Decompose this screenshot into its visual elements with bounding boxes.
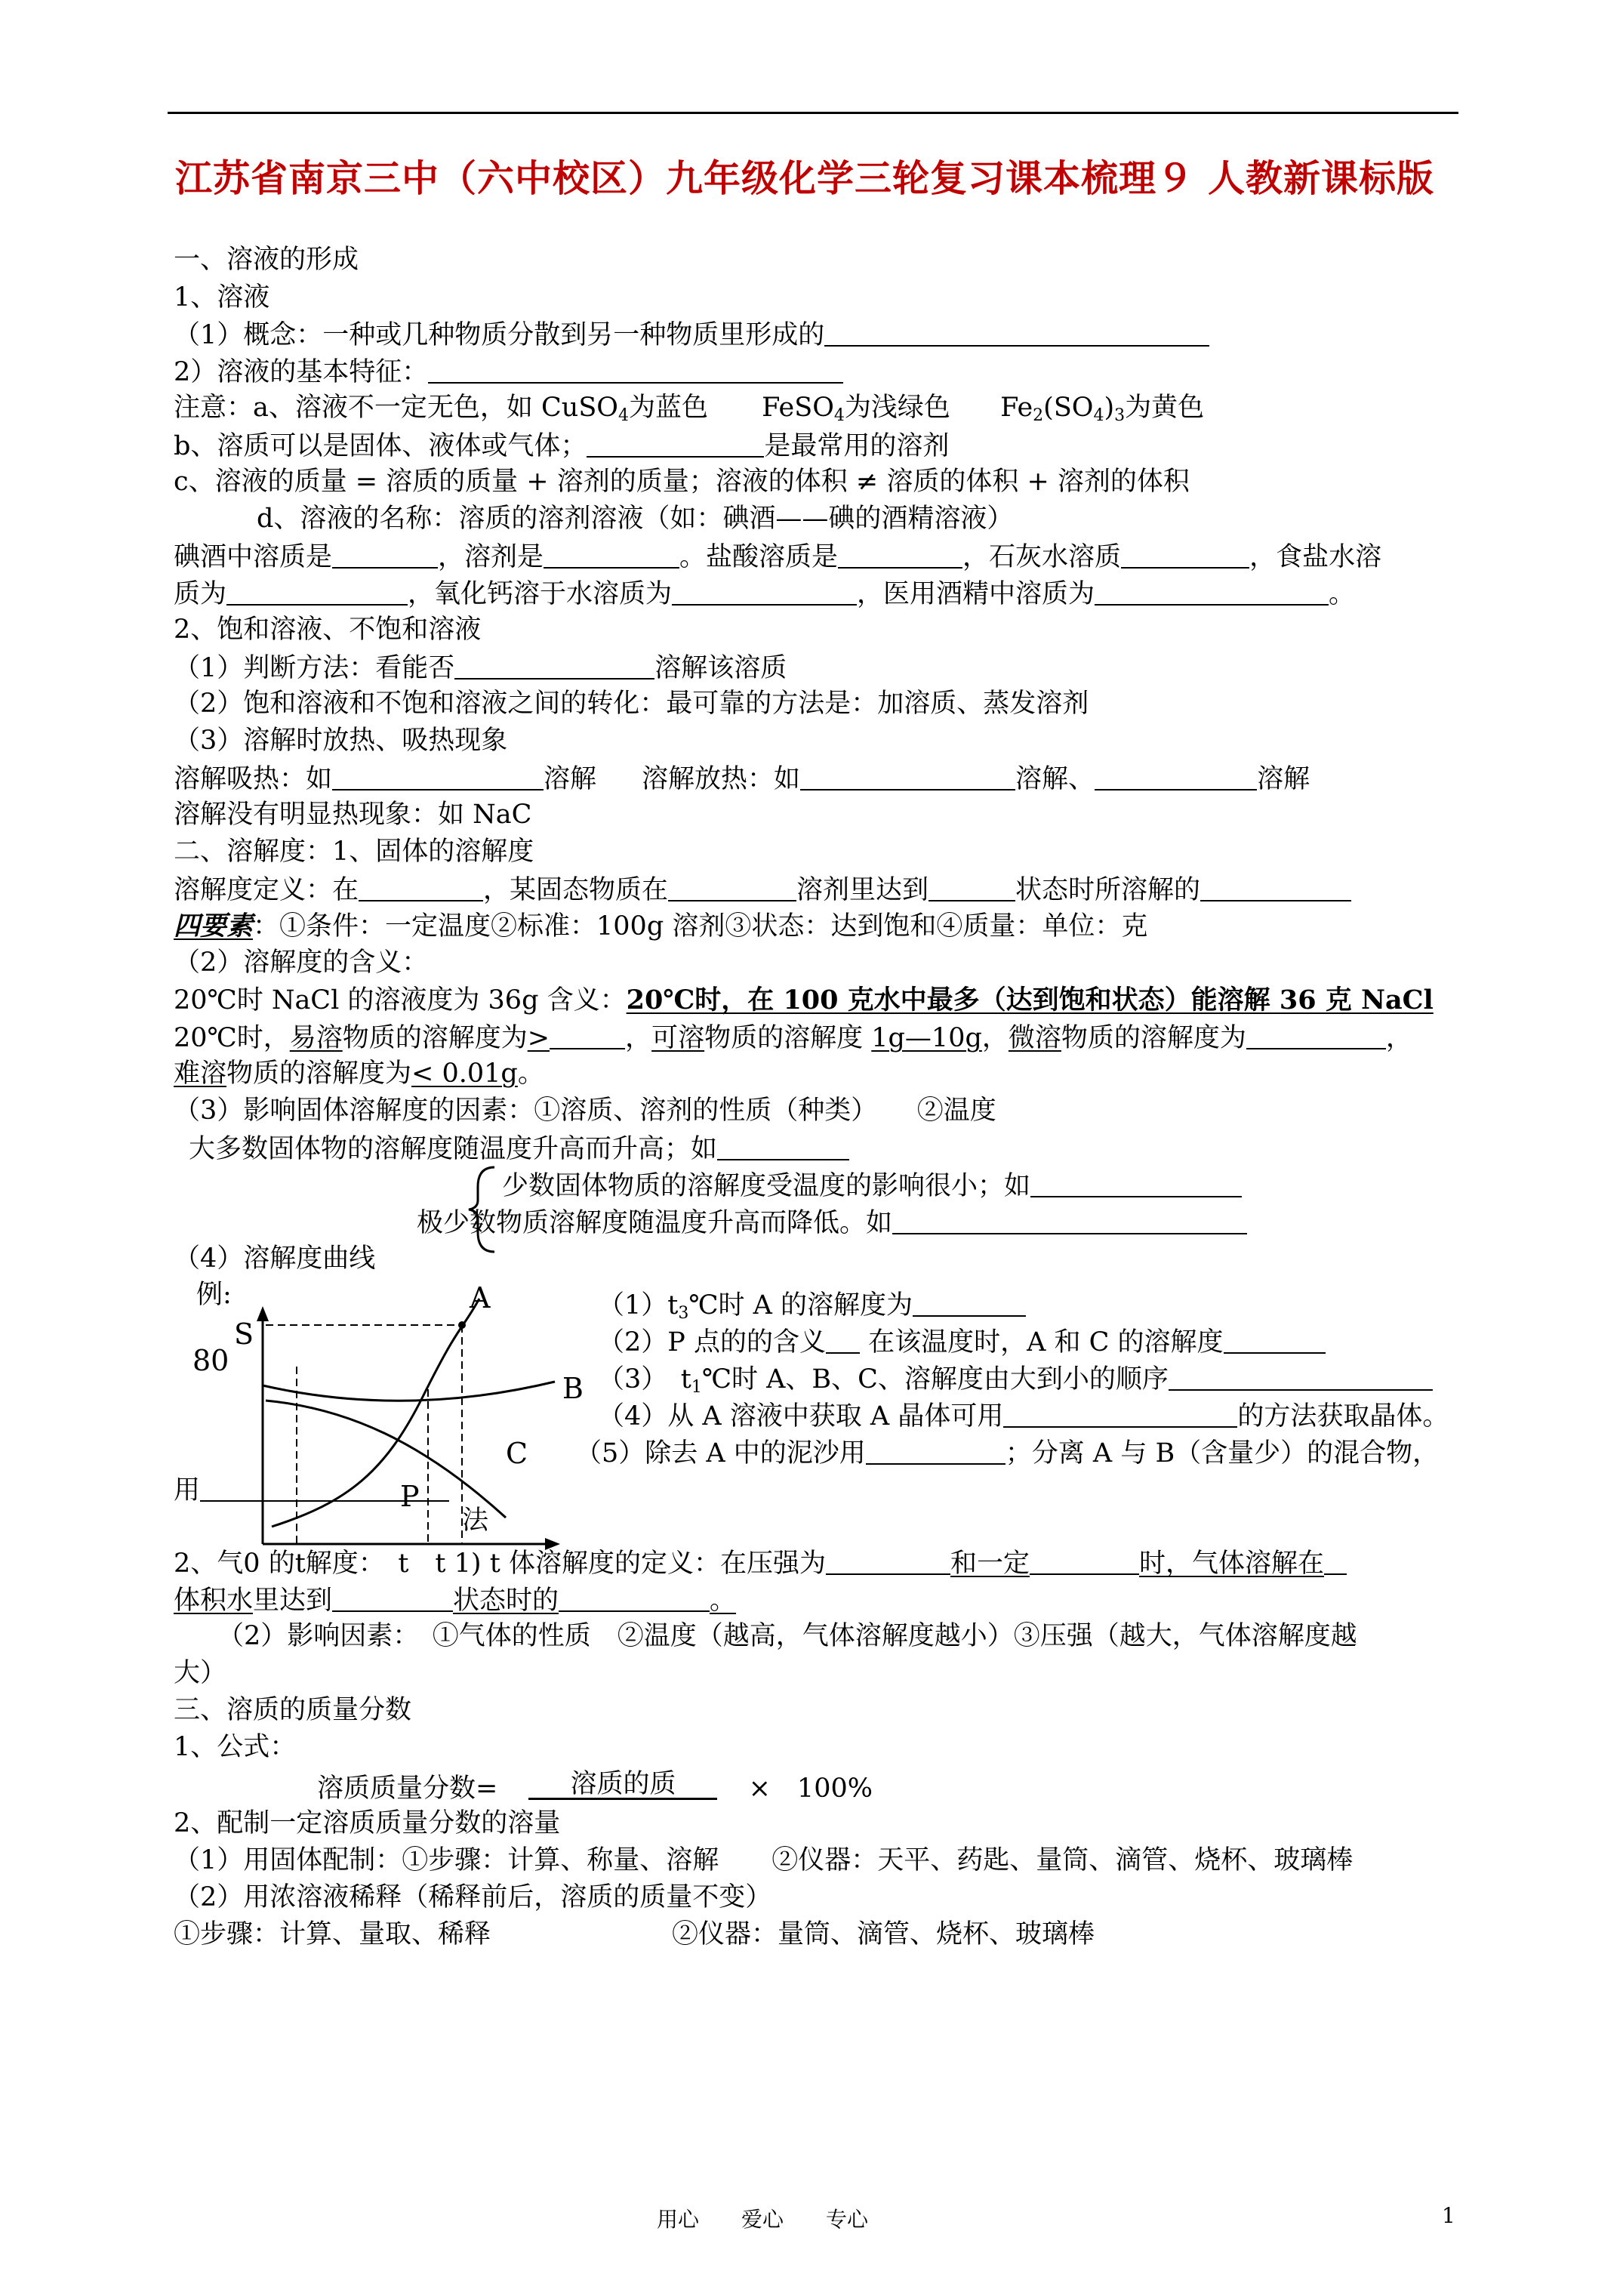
question-5: （5）除去 A 中的泥沙用 ；分离 A 与 B（含量少）的混合物， <box>575 1438 1440 1469</box>
solubility-curve-graph <box>174 1276 596 1563</box>
line-insoluble: 难溶物质的溶解度为< 0.01g。 <box>174 1059 544 1089</box>
line-meaning: （2）溶解度的含义： <box>174 948 429 978</box>
line-formula-heading: 1、公式： <box>174 1732 297 1762</box>
label-c: C <box>506 1437 528 1470</box>
line-note-b: b、溶质可以是固体、液体或气体； 是最常用的溶剂 <box>174 431 950 461</box>
point-a <box>458 1321 466 1329</box>
curve-b <box>263 1382 555 1401</box>
line-heat-absorb: 溶解吸热：如 溶解 溶解放热：如 溶解、 溶解 <box>174 764 1310 794</box>
line-solubility-classes: 20℃时，易溶物质的溶解度为> ，可溶物质的溶解度 1g—10g，微溶物质的溶解度为 ， <box>174 1023 1412 1053</box>
y-value-80: 80 <box>192 1344 229 1377</box>
line-prep-steps: ①步骤：计算、量取、稀释 ②仪器：量筒、滴管、烧杯、玻璃棒 <box>174 1919 1095 1949</box>
line-four-elements: 四要素：①条件：一定温度②标准：100g 溶剂③状态：达到饱和④质量：单位：克 <box>174 911 1148 942</box>
section-heading-2: 二、溶解度：1、固体的溶解度 <box>174 837 534 867</box>
line-conversion: （2）饱和溶液和不饱和溶液之间的转化：最可靠的方法是：加溶质、蒸发溶剂 <box>174 689 1089 719</box>
section-heading-1: 一、溶液的形成 <box>174 245 359 275</box>
line-gas-factors: （2）影响因素： ①气体的性质 ②温度（越高，气体溶解度越小）③压强（越大，气体溶解度越 <box>217 1621 1357 1651</box>
line-note-d: d、溶液的名称：溶质的溶剂溶液（如：碘酒——碘的酒精溶液） <box>257 504 1014 534</box>
blank <box>428 358 843 384</box>
line-solutes: 质为 ，氧化钙溶于水溶质为 ，医用酒精中溶质为 。 <box>174 579 1356 609</box>
line-heat: （3）溶解时放热、吸热现象 <box>174 726 508 756</box>
line-gas-factors-end: 大） <box>174 1658 227 1688</box>
line-judge: （1）判断方法：看能否 溶解该溶质 <box>174 653 787 683</box>
line-no-heat: 溶解没有明显热现象：如 NaC <box>174 800 532 830</box>
line-concept: （1）概念：一种或几种物质分散到另一种物质里形成的 <box>174 321 1209 349</box>
label-p: P <box>400 1480 420 1513</box>
line-iodine: 碘酒中溶质是 ，溶剂是 。盐酸溶质是 ，石灰水溶质 ，食盐水溶 <box>174 542 1382 572</box>
line-use: 用 <box>174 1476 449 1504</box>
line-curve-heading: （4）溶解度曲线 <box>174 1244 376 1274</box>
line-note-a: 注意：a、溶液不一定无色，如 CuSO$_4$为蓝色 FeSO$_4$为浅绿色 $Fe_2(SO_4)_3$为黄色 <box>174 393 1205 425</box>
line-note-c: c、溶液的质量 = 溶质的质量 + 溶剂的质量；溶液的体积 ≠ 溶质的体积 + 溶剂的体积 <box>174 467 1190 497</box>
line-prep-dilute: （2）用浓溶液稀释（稀释前后，溶质的质量不变） <box>174 1882 772 1912</box>
document-title: 江苏省南京三中（六中校区）九年级化学三轮复习课本梳理９ 人教新课标版 <box>175 156 1435 200</box>
line-nacl: 20℃时 NaCl 的溶液度为 36g 含义：20℃时，在 100 克水中最多（达到饱和状态）能溶解 36 克 NaCl <box>174 985 1434 1015</box>
label-b: B <box>562 1372 584 1405</box>
formula-numerator: 溶质的质 <box>528 1771 717 1800</box>
line-most-solids: 大多数固体物的溶解度随温度升高而升高；如 <box>189 1135 849 1163</box>
label-a: A <box>470 1281 491 1314</box>
label-fa: 法 <box>462 1505 489 1536</box>
line-gas-solubility: 2、气0 的t解度： t t 1) t 体溶解度的定义：在压强为 和一定 时，气体溶解在 <box>174 1549 1347 1577</box>
y-axis-arrow <box>257 1306 269 1321</box>
section-heading-3: 三、溶质的质量分数 <box>174 1695 412 1725</box>
question-2: （2）P 点的的含义 在该温度时，A 和 C 的溶解度 <box>598 1328 1326 1356</box>
question-4: （4）从 A 溶液中获取 A 晶体可用 的方法获取晶体。 <box>598 1401 1449 1432</box>
blank <box>587 432 764 458</box>
y-axis-label-s: S <box>234 1318 254 1351</box>
footer-motto: 用心 爱心 专心 <box>657 2207 869 2232</box>
page-number: 1 <box>1442 2203 1455 2228</box>
line-prep-heading: 2、配制一定溶质质量分数的溶量 <box>174 1808 561 1838</box>
line-factors: （3）影响固体溶解度的因素：①溶质、溶剂的性质（种类） ②温度 <box>174 1096 996 1126</box>
line-formula: 溶质质量分数= 溶质的质 × 100% <box>317 1769 873 1804</box>
line-rare-solids: 极少数物质溶解度随温度升高而降低。如 <box>417 1209 1247 1237</box>
question-3: （3） $t_1℃$时 A、B、C、溶解度由大到小的顺序 <box>598 1365 1433 1396</box>
line-features: 2）溶液的基本特征： <box>174 358 843 386</box>
line-gas-def: 体积水里达到 状态时的 。 <box>174 1586 737 1616</box>
line-few-solids: 少数固体物质的溶解度受温度的影响很小；如 <box>502 1172 1242 1200</box>
line-prep-solid: （1）用固体配制：①步骤：计算、称量、溶解 ②仪器：天平、药匙、量筒、滴管、烧杯、玻璃棒 <box>174 1845 1354 1875</box>
blank <box>824 321 1209 347</box>
header-rule <box>168 112 1458 114</box>
question-1: $(1)t_3℃$时 A 的溶解度为 <box>598 1291 1026 1322</box>
line-solubility-def: 溶解度定义：在 ，某固态物质在 溶剂里达到 状态时所溶解的 <box>174 876 1351 904</box>
example-label: 例: <box>196 1280 232 1310</box>
subheading-solution: 1、溶液 <box>174 282 270 313</box>
subheading-saturated: 2、饱和溶液、不饱和溶液 <box>174 615 482 645</box>
